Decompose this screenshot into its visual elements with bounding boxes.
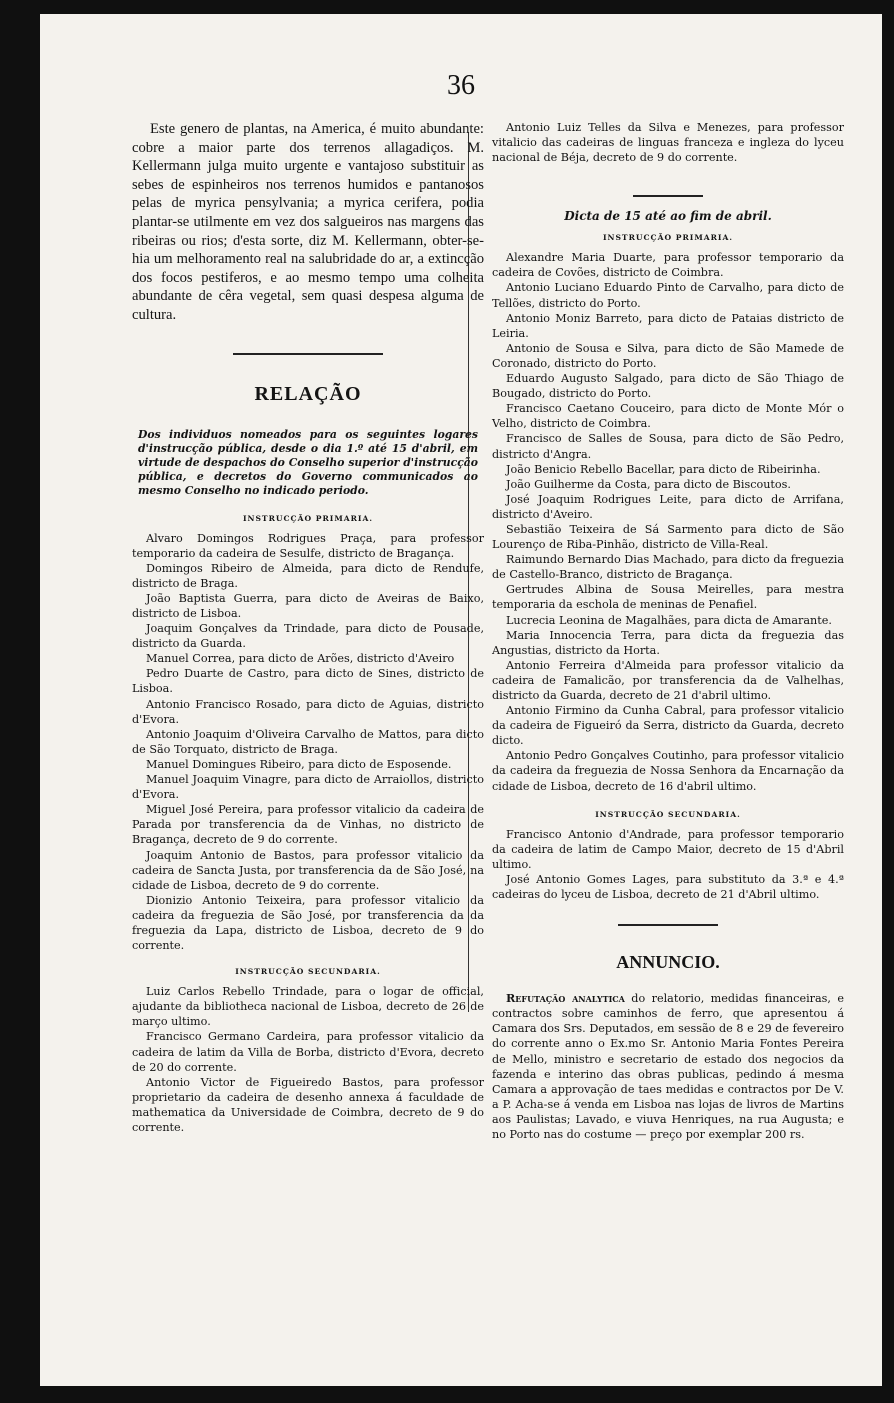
- annuncio-body: [492, 991, 844, 1142]
- section-divider: [618, 924, 718, 926]
- list-item: Alexandre Maria Duarte, para professor temporario da cadeira de Covões, districto de Coimbra.: [492, 251, 844, 280]
- list-item: Luiz Carlos Rebello Trindade, para o logar de official, ajudante da bibliotheca nacional de Lisboa, decreto de 26 de março ultimo.: [132, 985, 484, 1029]
- list-item: Manuel Correa, para dicto de Arões, districto d'Aveiro: [146, 652, 455, 666]
- list-item: Alvaro Domingos Rodrigues Praça, para professor temporario da cadeira de Sesulfe, districto de Bragança.: [132, 531, 484, 560]
- secundaria-heading-right: INSTRUCÇÃO SECUNDARIA.: [595, 809, 741, 819]
- right-column: [492, 106, 844, 1142]
- annuncio-heading: ANNUNCIO.: [616, 952, 720, 973]
- list-item: José Joaquim Rodrigues Leite, para dicto de Arrifana, districto d'Aveiro.: [492, 492, 844, 521]
- list-item: Antonio Luiz Telles da Silva e Menezes, para professor vitalicio das cadeiras de linguas franceza e ingleza do lyceu nacional de Béja, decreto de 9 do corrente.: [492, 121, 844, 165]
- list-item: Lucrecia Leonina de Magalhães, para dicta de Amarante.: [506, 613, 832, 627]
- list-item: Gertrudes Albina de Sousa Meirelles, para mestra temporaria da eschola de meninas de Penafiel.: [492, 583, 844, 612]
- list-item: Antonio de Sousa e Silva, para dicto de São Mamede de Coronado, districto do Porto.: [492, 341, 844, 370]
- primaria-list-right: [492, 250, 844, 793]
- list-item: João Guilherme da Costa, para dicto de Biscoutos.: [506, 477, 791, 491]
- list-item: Maria Innocencia Terra, para dicta da freguezia das Angustias, districto da Horta.: [492, 628, 844, 657]
- list-item: Antonio Joaquim d'Oliveira Carvalho de Mattos, para dicto de São Torquato, districto de Braga.: [132, 727, 484, 756]
- list-item: Joaquim Antonio de Bastos, para professor vitalicio da cadeira de Sancta Justa, por transferencia da de São José, na cidade de Lisboa, decreto de 9 do corrente.: [132, 848, 484, 892]
- section-divider: [633, 195, 703, 197]
- list-item: Sebastião Teixeira de Sá Sarmento para dicto de São Lourenço de Riba-Pinhão, districto de Villa-Real.: [492, 522, 844, 552]
- list-item: Manuel Joaquim Vinagre, para dicto de Arraiollos, districto d'Evora.: [132, 773, 484, 802]
- intro-text: Este genero de plantas, na America, é muito abundante: cobre a maior parte dos terrenos allagadiços. M. Kellermann julga muito urgente e vantajoso substituir as sebes de espinheiros nos terrenos humidos e pantanosos pelas de myrica pensylvania; a myrica cerifera, podia plantar-se utilmente em vez dos salgueiros nas margens das ribeiras ou rios; d'esta sorte, diz M. Kellermann, obter-se-hia um melhoramento real na salubridade do ar, a extincção dos focos pestiferos, e ao mesmo tempo uma colheita abundante de cêra vegetal, sem quasi despesa alguma de cultura.: [132, 121, 484, 323]
- primaria-heading-left: INSTRUCÇÃO PRIMARIA.: [242, 513, 374, 523]
- relacao-heading: RELAÇÃO: [254, 382, 362, 405]
- annuncio-paragraph: [492, 991, 844, 1142]
- left-column: [132, 106, 484, 1135]
- secundaria-heading-left: INSTRUCÇÃO SECUNDARIA.: [235, 967, 381, 977]
- list-item: Francisco Caetano Couceiro, para dicto de Monte Mór o Velho, districto de Coimbra.: [492, 402, 844, 431]
- secundaria-list-left: [132, 984, 484, 1135]
- list-item: Antonio Francisco Rosado, para dicto de Aguias, districto d'Evora.: [132, 697, 484, 726]
- page-number: 36: [447, 70, 475, 101]
- list-item: Antonio Moniz Barreto, para dicto de Pataias districto de Leiria.: [492, 311, 844, 340]
- primaria-heading-right: INSTRUCÇÃO PRIMARIA.: [602, 233, 734, 243]
- annuncio-text: do relatorio, medidas financeiras, e contractos sobre caminhos de ferro, que apresentou á Camara dos Srs. Deputados, em sessão de 8 e 29 de fevereiro do corrente anno o Ex.mo Sr. Antonio Maria Fontes Pereira de Mello, ministro e secretario de estado dos negocios da fazenda e interino das obras publicas, pedindo á mesma Camara a approvação de taes medidas e contractos por De V. a P. Acha-se á venda em Lisboa nas lojas de livros de Martins aos Paulistas; Lavado, e viuva Henriques, na rua Augusta; e no Porto nas do costume — preço por exemplar 200 rs.: [492, 992, 844, 1141]
- newspaper-page: [40, 14, 882, 1386]
- list-item: Raimundo Bernardo Dias Machado, para dicto da freguezia de Castello-Branco, districto de Bragança.: [492, 553, 844, 582]
- annuncio-lead: Refutação analytica: [506, 991, 625, 1006]
- dicta-heading: Dicta de 15 até ao fim de abril.: [564, 209, 772, 224]
- section-divider: [233, 353, 383, 355]
- list-item: Antonio Pedro Gonçalves Coutinho, para professor vitalicio da cadeira da freguezia de Nossa Senhora da Encarnação da cidade de Lisboa, decreto de 16 d'abril ultimo.: [492, 749, 844, 793]
- list-item: Miguel José Pereira, para professor vitalicio da cadeira de Parada por transferencia da de Vinhas, no districto de Bragança, decreto de 9 do corrente.: [132, 803, 484, 847]
- list-item: João Baptista Guerra, para dicto de Aveiras de Baixo, districto de Lisboa.: [132, 591, 484, 620]
- intro-paragraph: [132, 120, 484, 325]
- right-top-entry: [492, 120, 844, 165]
- list-item: Manuel Domingues Ribeiro, para dicto de Esposende.: [146, 757, 452, 771]
- list-item: Pedro Duarte de Castro, para dicto de Sines, districto de Lisboa.: [132, 667, 484, 696]
- list-item: Antonio Ferreira d'Almeida para professor vitalicio da cadeira de Famalicão, por transferencia da de Valhelhas, districto da Guarda, decreto de 21 d'abril ultimo.: [492, 658, 844, 702]
- list-item: Francisco Antonio d'Andrade, para professor temporario da cadeira de latim de Campo Maior, decreto de 15 d'Abril ultimo.: [492, 827, 844, 871]
- list-item: Antonio Luciano Eduardo Pinto de Carvalho, para dicto de Tellões, districto do Porto.: [492, 281, 844, 310]
- list-item: Domingos Ribeiro de Almeida, para dicto de Rendufe, districto de Braga.: [132, 561, 484, 590]
- primaria-list-left: [132, 531, 484, 954]
- list-item: Antonio Firmino da Cunha Cabral, para professor vitalicio da cadeira de Figueiró da Serra, districto da Guarda, decreto dicto.: [492, 704, 844, 748]
- list-item: João Benicio Rebello Bacellar, para dicto de Ribeirinha.: [506, 462, 821, 476]
- relacao-subtitle: Dos individuos nomeados para os seguintes logares d'instrucção pública, desde o dia 1.º até 15 d'abril, em virtude de despachos do Conselho superior d'instrucção pública, e decretos do Governo communicados ao mesmo Conselho no indicado periodo.: [138, 427, 478, 497]
- list-item: Dionizio Antonio Teixeira, para professor vitalicio da cadeira da freguezia de São José, por transferencia da da freguezia da Lapa, districto de Lisboa, decreto de 9 do corrente.: [132, 893, 484, 953]
- list-item: José Antonio Gomes Lages, para substituto da 3.ª e 4.ª cadeiras do lyceu de Lisboa, decreto de 21 d'Abril ultimo.: [492, 872, 844, 902]
- list-item: Francisco de Salles de Sousa, para dicto de São Pedro, districto d'Angra.: [492, 432, 844, 461]
- list-item: Antonio Victor de Figueiredo Bastos, para professor proprietario da cadeira de desenho annexa á faculdade de mathematica da Universidade de Coimbra, decreto de 9 do corrente.: [132, 1075, 484, 1134]
- list-item: Eduardo Augusto Salgado, para dicto de São Thiago de Bougado, districto do Porto.: [492, 372, 844, 401]
- list-item: Francisco Germano Cardeira, para professor vitalicio da cadeira de latim da Villa de Borba, districto d'Evora, decreto de 20 do corrente.: [132, 1030, 484, 1074]
- list-item: Joaquim Gonçalves da Trindade, para dicto de Pousade, districto da Guarda.: [132, 622, 484, 651]
- secundaria-list-right: [492, 827, 844, 902]
